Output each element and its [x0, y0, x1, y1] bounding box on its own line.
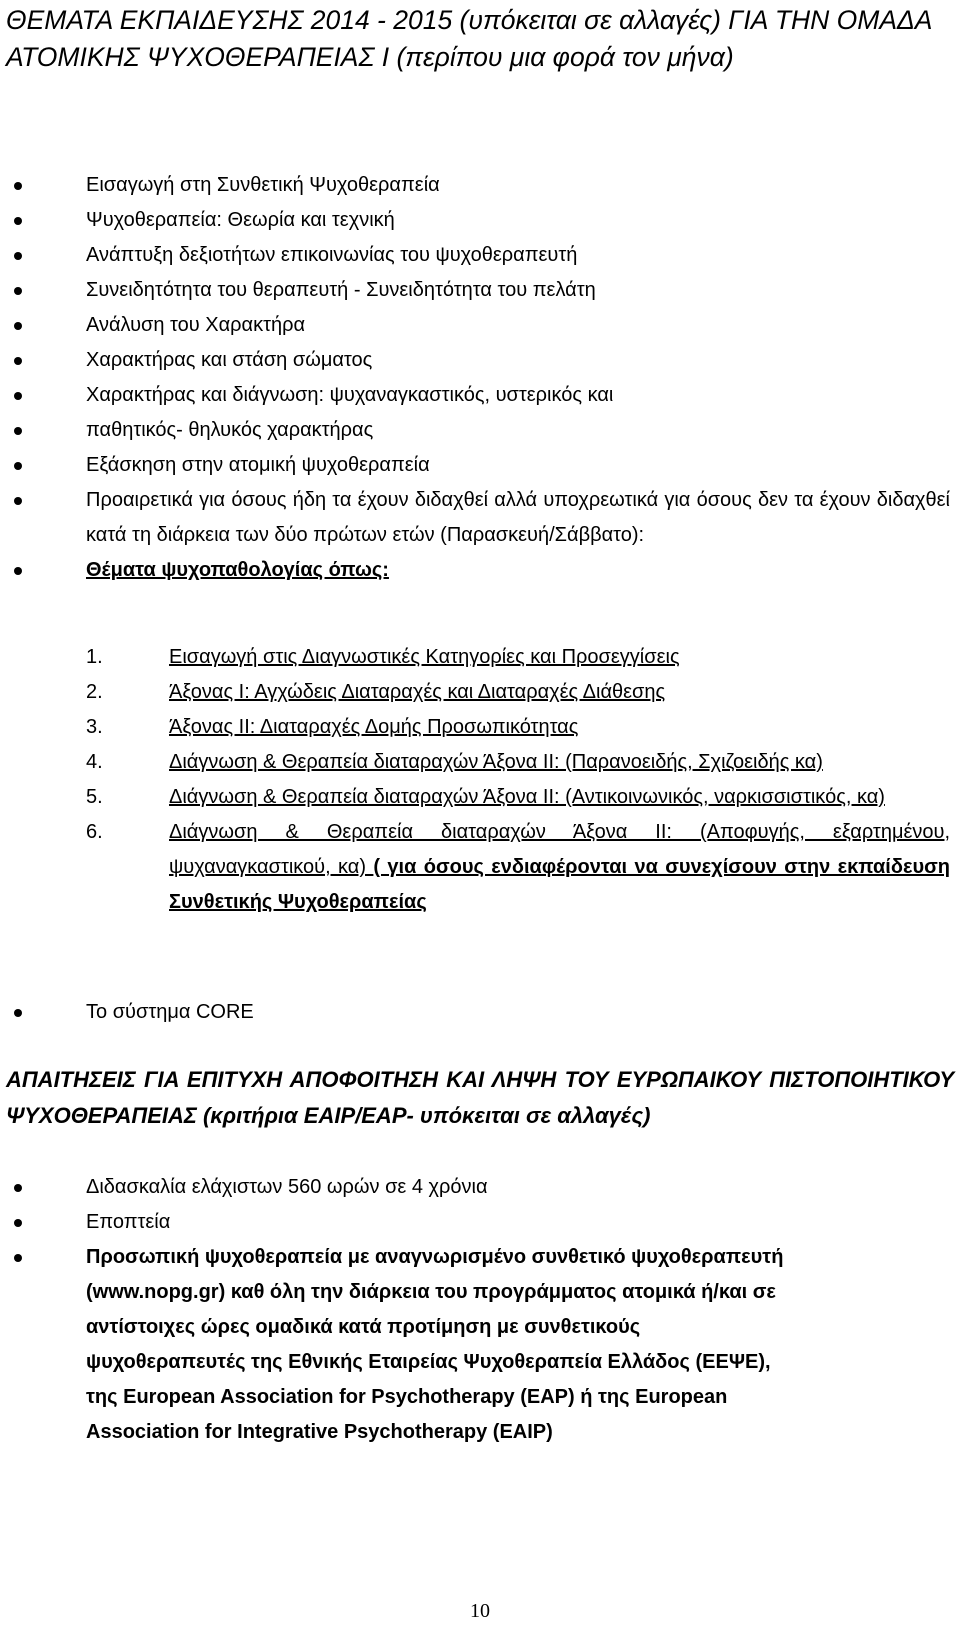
list-item: 6. Διάγνωση & Θεραπεία διαταραχών Άξονα ΙΙ: (Αποφυγής, εξαρτημένου, ψυχαναγκαστικού, κα) ( για όσους ενδιαφέρονται να συνεχίσουν στην εκπαίδευση Συνθετικής Ψυχοθεραπείας [86, 821, 950, 913]
core-list [0, 995, 960, 1030]
topics-list [0, 168, 960, 588]
bullet-icon [14, 182, 22, 190]
bullet-icon [14, 1184, 22, 1192]
psychopathology-heading: Θέματα ψυχοπαθολογίας όπως: [86, 559, 389, 581]
list-item [0, 1240, 786, 1450]
bullet-icon [14, 322, 22, 330]
list-item: 1. Εισαγωγή στις Διαγνωστικές Κατηγορίες και Προσεγγίσεις [86, 646, 680, 668]
psychopathology-list [86, 640, 950, 920]
list-item: Χαρακτήρας και στάση σώματος [0, 343, 950, 378]
list-item: Ανάπτυξη δεξιοτήτων επικοινωνίας του ψυχοθεραπευτή [0, 238, 950, 273]
bullet-icon [14, 427, 22, 435]
bullet-icon [14, 567, 22, 575]
bold-note: ( για όσους ενδιαφέρονται να συνεχίσουν στην εκπαίδευση Συνθετικής Ψυχοθεραπείας [169, 856, 950, 913]
list-item: Συνειδητότητα του θεραπευτή - Συνειδητότητα του πελάτη [0, 273, 950, 308]
list-item: Εποπτεία [0, 1205, 950, 1240]
bullet-icon [14, 462, 22, 470]
requirements-list [0, 1170, 960, 1450]
list-item [0, 553, 950, 588]
list-item: Εξάσκηση στην ατομική ψυχοθεραπεία [0, 448, 950, 483]
list-item: Το σύστημα CORE [0, 995, 950, 1030]
requirements-title: ΑΠΑΙΤΗΣΕΙΣ ΓΙΑ ΕΠΙΤΥΧΗ ΑΠΟΦΟΙΤΗΣΗ ΚΑΙ ΛΗΨΗ ΤΟΥ ΕΥΡΩΠΑΙΚΟΥ ΠΙΣΤΟΠΟΙΗΤΙΚΟΥ ΨΥΧΟΘΕΡΑΠΕΙΑΣ (κριτήρια EAIP/EAP- υπόκειται σε αλλαγές) [6, 1067, 954, 1128]
list-item: 4. Διάγνωση & Θεραπεία διαταραχών Άξονα ΙΙ: (Παρανοειδής, Σχιζοειδής κα) [86, 751, 823, 773]
bullet-icon [14, 392, 22, 400]
bullet-icon [14, 1219, 22, 1227]
personal-therapy-text: Προσωπική ψυχοθεραπεία με αναγνωρισμένο συνθετικό ψυχοθεραπευτή (www.nopg.gr) καθ όλη την διάρκεια του προγράμματος ατομικά ή/και σε αντίστοιχες ώρες ομαδικά κατά προτίμηση με συνθετικούς ψυχοθεραπευτές της Εθνικής Εταιρείας Ψυχοθεραπεία Ελλάδος (ΕΕΨΕ), της European Association for Psychotherapy (EAP) ή της European Association for Integrative Psychotherapy (EAIP) [86, 1246, 784, 1443]
list-item: παθητικός- θηλυκός χαρακτήρας [0, 413, 950, 448]
bullet-icon [14, 357, 22, 365]
list-item: Προαιρετικά για όσους ήδη τα έχουν διδαχθεί αλλά υποχρεωτικά για όσους δεν τα έχουν διδαχθεί κατά τη διάρκεια των δύο πρώτων ετών (Παρασκευή/Σάββατο): [0, 483, 950, 553]
list-item: 5. Διάγνωση & Θεραπεία διαταραχών Άξονα ΙΙ: (Αντικοινωνικός, ναρκισσιστικός, κα) [86, 786, 885, 808]
bullet-icon [14, 287, 22, 295]
bullet-icon [14, 1254, 22, 1262]
list-item: 3. Άξονας ΙΙ: Διαταραχές Δομής Προσωπικότητας [86, 716, 579, 738]
page-number: 10 [470, 1600, 490, 1622]
bullet-icon [14, 217, 22, 225]
list-item: Χαρακτήρας και διάγνωση: ψυχαναγκαστικός, υστερικός και [0, 378, 950, 413]
list-item: Εισαγωγή στη Συνθετική Ψυχοθεραπεία [0, 168, 950, 203]
list-item: Διδασκαλία ελάχιστων 560 ωρών σε 4 χρόνια [0, 1170, 950, 1205]
page-title: ΘΕΜΑΤΑ ΕΚΠΑΙΔΕΥΣΗΣ 2014 - 2015 (υπόκειται σε αλλαγές) ΓΙΑ ΤΗΝ ΟΜΑΔΑ ΑΤΟΜΙΚΗΣ ΨΥΧΟΘΕΡΑΠΕΙΑΣ Ι (περίπου μια φορά τον μήνα) [6, 5, 932, 72]
bullet-icon [14, 1009, 22, 1017]
list-item: Ανάλυση του Χαρακτήρα [0, 308, 950, 343]
bullet-icon [14, 497, 22, 505]
list-item: Ψυχοθεραπεία: Θεωρία και τεχνική [0, 203, 950, 238]
bullet-icon [14, 252, 22, 260]
list-item: 2. Άξονας Ι: Αγχώδεις Διαταραχές και Διαταραχές Διάθεσης [86, 681, 666, 703]
